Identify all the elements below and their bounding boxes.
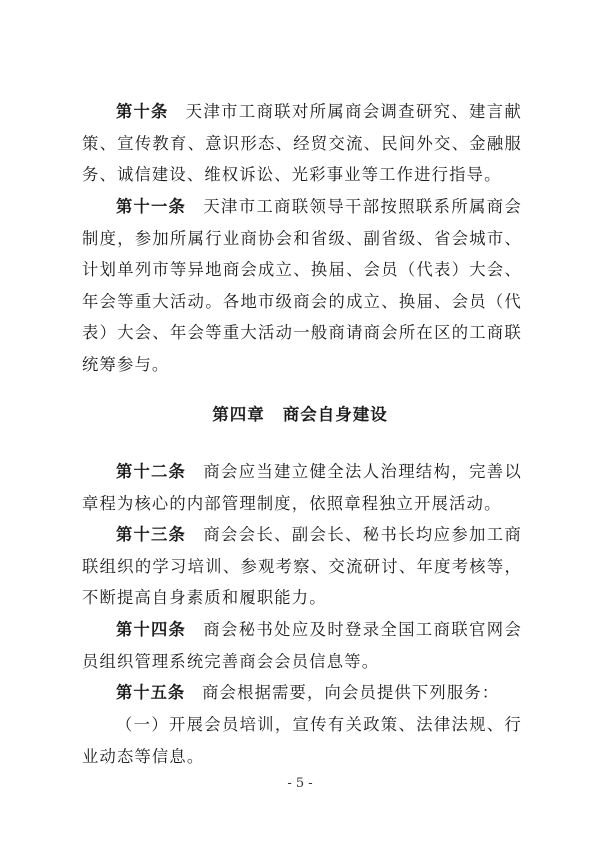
article-label: 第十一条 xyxy=(116,197,187,216)
article-label: 第十条 xyxy=(116,102,169,121)
article-text: 商会秘书处应及时登录全国工商联官网会员组织管理系统完善商会会员信息等。 xyxy=(82,620,522,671)
article-15 xyxy=(82,677,522,709)
article-text: 天津市工商联对所属商会调查研究、建言献策、宣传教育、意识形态、经贸交流、民间外交、金融服务、诚信建设、维权诉讼、光彩事业等工作进行指导。 xyxy=(82,102,522,185)
article-13 xyxy=(82,519,522,614)
article-label: 第十三条 xyxy=(116,525,187,544)
chapter-number: 第四章 xyxy=(212,405,265,424)
page-number: - 5 - xyxy=(287,776,313,791)
article-text: 商会根据需要，向会员提供下列服务： xyxy=(202,683,500,702)
list-item-text: （一）开展会员培训，宣传有关政策、法律法规、行业动态等信息。 xyxy=(82,715,522,766)
chapter-title: 商会自身建设 xyxy=(282,405,388,424)
article-text: 天津市工商联领导干部按照联系所属商会制度，参加所属行业商协会和省级、副省级、省会城市、计划单列市等异地商会成立、换届、会员（代表）大会、年会等重大活动。各地市级商会的成立、换届、会员（代表）大会、年会等重大活动一般商请商会所在区的工商联统筹参与。 xyxy=(82,197,522,374)
article-label: 第十二条 xyxy=(116,462,187,481)
chapter-heading xyxy=(0,401,600,425)
article-10 xyxy=(82,96,522,191)
article-12 xyxy=(82,456,522,519)
list-item xyxy=(82,709,522,772)
article-text: 商会应当建立健全法人治理结构，完善以章程为核心的内部管理制度，依照章程独立开展活动。 xyxy=(82,462,522,513)
article-11 xyxy=(82,191,522,381)
article-14 xyxy=(82,614,522,677)
article-label: 第十五条 xyxy=(116,683,186,702)
article-label: 第十四条 xyxy=(116,620,187,639)
article-text: 商会会长、副会长、秘书长均应参加工商联组织的学习培训、参观考察、交流研讨、年度考核等，不断提高自身素质和履职能力。 xyxy=(82,525,522,608)
